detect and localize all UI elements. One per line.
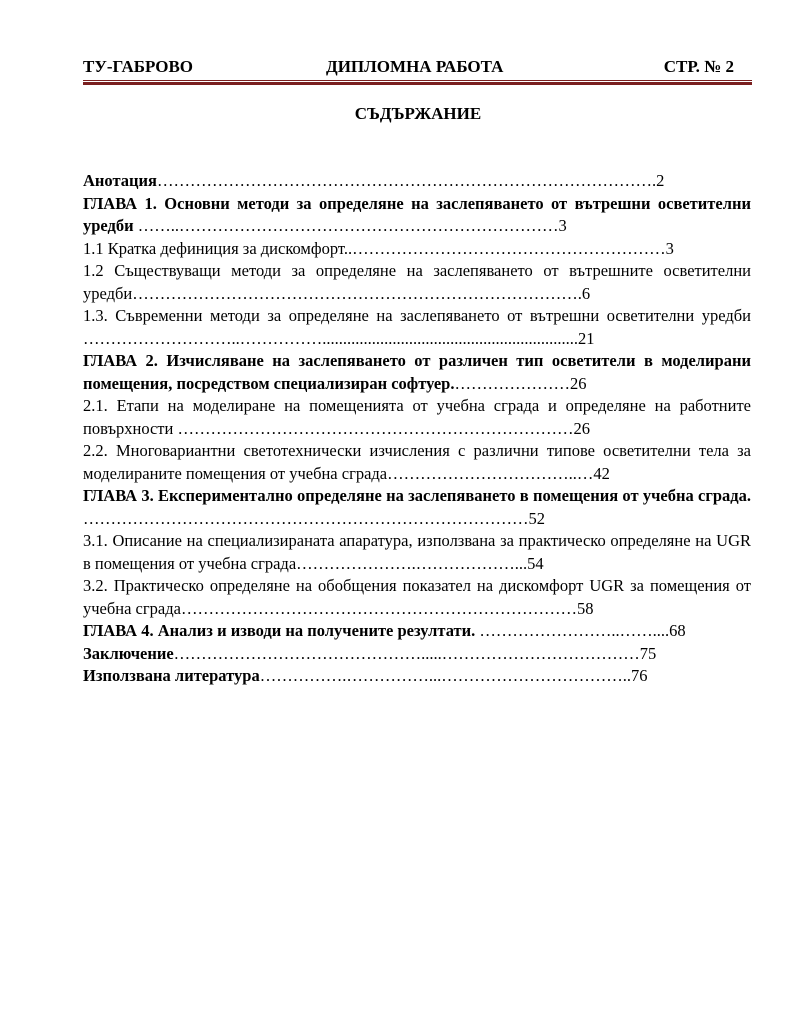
- toc-entry-title: 3.1. Описание на специализираната апаратура, използвана за практическо определяне на UGR в помещения от учебна сграда: [83, 531, 751, 573]
- toc-entry-title: Заключение: [83, 643, 174, 663]
- toc-entry-annotation: [83, 170, 751, 193]
- toc-leader-dots: ……………………………..…: [387, 463, 594, 483]
- table-of-contents: [83, 170, 751, 688]
- toc-entry-chapter-4: [83, 620, 751, 643]
- toc-entry-chapter-3: [83, 485, 751, 530]
- toc-page-number: 3: [665, 238, 674, 258]
- toc-entry-title: 2.1. Етапи на моделиране на помещенията от учебна сграда и определяне на работните повърхности: [83, 396, 751, 438]
- toc-page-number: 6: [581, 283, 591, 303]
- toc-entry-title: 1.1 Кратка дефиниция за дискомфорт..: [83, 238, 353, 258]
- toc-entry-chapter-1: [83, 193, 751, 238]
- toc-entry-chapter-2: [83, 350, 751, 395]
- toc-entry-references: [83, 665, 751, 688]
- toc-leader-dots: …………….……………...……………………………..: [259, 666, 631, 685]
- toc-page-number: 68: [669, 621, 686, 640]
- toc-entry-1-3: [83, 305, 751, 350]
- header-university: ТУ-ГАБРОВО: [83, 57, 194, 76]
- toc-entry-title: 1.2 Съществуващи методи за определяне на заслепяването от вътрешните осветителни уредби: [83, 261, 751, 303]
- page-header: [83, 56, 752, 82]
- toc-page-number: 54: [527, 553, 544, 573]
- toc-entry-title: 2.2. Многовариантни светотехнически изчисления с различни типове осветителни тела за моделираните помещения от учебна сграда: [83, 441, 751, 483]
- toc-entry-3-1: [83, 530, 751, 575]
- toc-leader-dots: ……..……………………………………………………………: [133, 216, 559, 235]
- toc-page-number: 52: [528, 508, 545, 528]
- header-page-number: СТР. № 2: [663, 57, 734, 76]
- toc-leader-dots: ………………………………………………………………: [173, 418, 574, 438]
- toc-page-number: 42: [593, 463, 610, 483]
- toc-page-number: 58: [576, 598, 594, 618]
- toc-entry-title: ГЛАВА 1. Основни методи за определяне на заслепяването от вътрешни осветителни уредби: [83, 193, 751, 235]
- toc-entry-2-1: [83, 395, 751, 440]
- toc-leader-dots: ………………………..……………..............................................................: [83, 328, 578, 348]
- header-rule-thick: [83, 82, 752, 85]
- toc-entry-title: 3.2. Практическо определяне на обобщения показател на дискомфорт UGR за помещения от учебна сграда: [83, 576, 751, 618]
- toc-leader-dots: ……………………..……....: [475, 621, 670, 640]
- toc-entry-2-2: [83, 440, 751, 485]
- header-rule-thin: [83, 80, 752, 81]
- toc-page-number: 75: [639, 643, 657, 663]
- toc-leader-dots: ………………………………………………………………: [180, 598, 577, 618]
- toc-page-number: 76: [630, 666, 648, 685]
- toc-entry-conclusion: [83, 643, 751, 666]
- toc-entry-title: 1.3. Съвременни методи за определяне на заслепяването от вътрешни осветителни уредби: [83, 306, 751, 325]
- toc-entry-title: ГЛАВА 3. Експериментално определяне на заслепяването в помещения от учебна сграда.: [83, 486, 751, 505]
- toc-leader-dots: ………………….………………...: [296, 553, 528, 573]
- toc-page-number: 2: [656, 171, 665, 190]
- toc-leader-dots: …………………………………………………: [352, 238, 666, 258]
- toc-leader-dots: ……………………………………….....………………………………: [173, 643, 640, 663]
- toc-leader-dots: ………………………………………………………………………: [83, 508, 529, 528]
- toc-leader-dots: ……………………………………………………………………………….: [156, 171, 657, 190]
- toc-entry-title: Използвана литература: [83, 666, 260, 685]
- toc-page-number: 26: [569, 373, 587, 393]
- toc-entry-3-2: [83, 575, 751, 620]
- page-title: СЪДЪРЖАНИЕ: [354, 104, 482, 123]
- toc-page-number: 3: [558, 216, 567, 235]
- toc-page-number: 26: [573, 418, 590, 438]
- toc-leader-dots: …………………: [454, 373, 570, 393]
- toc-leader-dots: ……………………………………………………………………….: [132, 283, 582, 303]
- header-document-type: ДИПЛОМНА РАБОТА: [326, 57, 504, 76]
- toc-entry-title: ГЛАВА 4. Анализ и изводи на получените резултати.: [83, 621, 476, 640]
- toc-entry-1-2: [83, 260, 751, 305]
- toc-entry-title: Анотация: [83, 171, 157, 190]
- toc-entry-1-1: [83, 238, 751, 261]
- toc-entry-title: ГЛАВА 2. Изчисляване на заслепяването от различен тип осветители в моделирани помещения, посредством специализиран софтуер.: [83, 351, 751, 393]
- toc-page-number: 21: [578, 328, 595, 348]
